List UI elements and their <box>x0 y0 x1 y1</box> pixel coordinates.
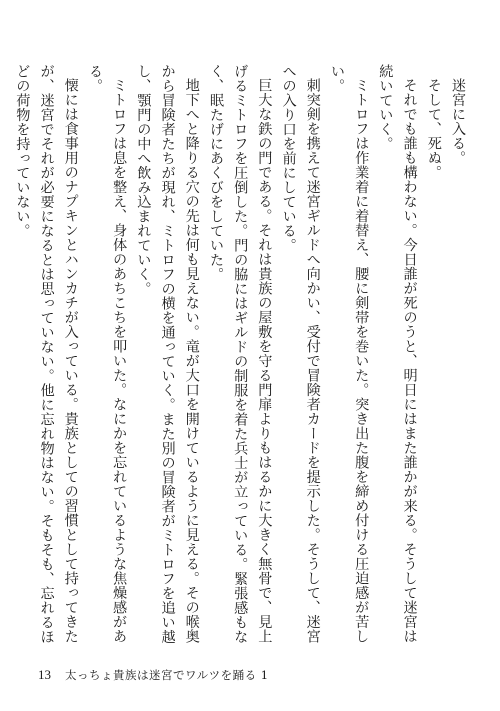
paragraph: ミトロフは作業着に着替え、腰に剣帯を巻いた。突き出た腹を締め付ける圧迫感が苦しい。 <box>328 64 370 644</box>
page-number: 13 <box>38 667 51 682</box>
paragraph: 刺突剣を携えて迷宮ギルドへ向かい、受付で冒険者カードを提示した。そうして、迷宮への入り口を前にしている。 <box>280 64 321 644</box>
paragraph: 懐には食事用のナプキンとハンカチが入っている。貴族としての習慣として持ってきたが、迷宮でそれが必要になるとは思っていない。他に忘れ物はない。そもそも、忘れるほどの荷物を持っていない。 <box>14 64 79 644</box>
page-footer <box>38 667 269 683</box>
paragraph: 地下へと降りる穴の先は何も見えない。竜が大口を開けているように見える。その喉奥から冒険者たちが現れ、ミトロフの横を通っていく。また別の冒険者がミトロフを追い越し、顎門の中へ飲み込まれていく。 <box>135 64 200 644</box>
paragraph: 巨大な鉄の門である。それは貴族の屋敷を守る門扉よりもはるかに大きく無骨で、見上げるミトロフを圧倒した。門の脇にはギルドの制服を着た兵士が立っている。緊張感もなく、眠たげにあくびをしていた。 <box>207 64 273 644</box>
paragraph: それでも誰も構わない。今日誰が死のうと、明日にはまた誰かが来る。そうして迷宮は続いていく。 <box>377 64 418 644</box>
paragraph: ミトロフは息を整え、身体のあちこちを叩いた。なにかを忘れているような焦燥感がある。 <box>86 64 128 644</box>
book-title: 太っちょ貴族は迷宮でワルツを踊る 1 <box>65 668 269 682</box>
paragraph: 迷宮に入る。 <box>450 78 466 166</box>
vertical-text-body <box>14 64 470 658</box>
paragraph: そして、死ぬ。 <box>425 78 442 180</box>
